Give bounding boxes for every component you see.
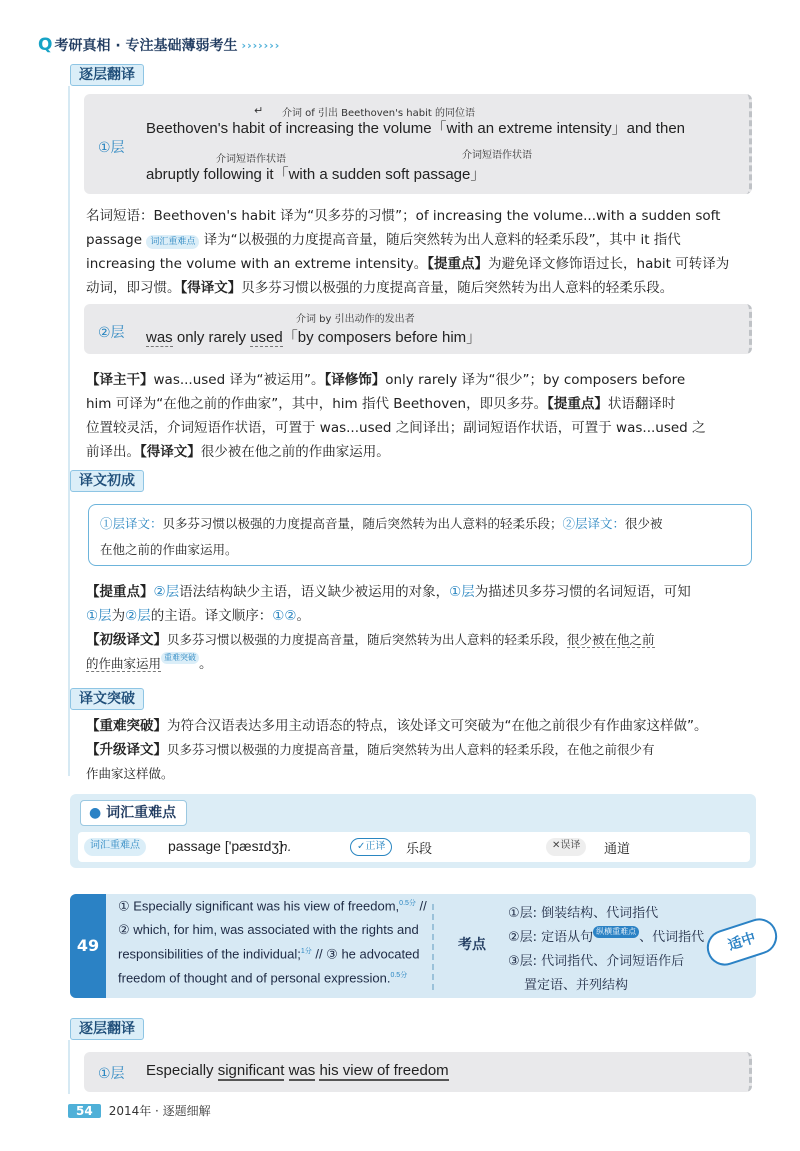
analysis-line: 名词短语：Beethoven's habit 译为“贝多芬的习惯”；of increasing the volume...with a sudden soft xyxy=(86,208,721,224)
layer1-label: ①层 xyxy=(98,140,125,156)
analysis-text: 贝多芬习惯以极强的力度提高音量，随后突然转为出人意料的轻柔乐段， xyxy=(167,632,568,647)
page-header xyxy=(38,34,280,56)
layer2-analysis xyxy=(86,368,758,464)
layer1-sentence-line2: abruptly following it「with a sudden soft passage」 xyxy=(146,166,486,183)
breakthrough-hint-tag: 重难突破 xyxy=(161,652,199,664)
layer-ref: ①层 xyxy=(449,584,475,600)
keyword-label: 【得译文】 xyxy=(180,280,242,296)
analysis-line xyxy=(86,604,758,628)
book-icon: ● xyxy=(89,805,102,821)
sentence-text: freedom of thought and of personal expression. xyxy=(118,970,391,986)
analysis-text: 。 xyxy=(296,608,310,624)
layer2-phrase: 「by composers before him」 xyxy=(282,329,482,346)
analysis-text: 的主语。译文顺序： xyxy=(150,608,273,624)
analysis-line xyxy=(86,580,758,604)
question-number: 49 xyxy=(70,894,106,998)
analysis-text: increasing the volume with an extreme intensity。 xyxy=(86,256,428,272)
left-guide-line xyxy=(68,1040,70,1094)
underlined-phrase: 很少被在他之前 xyxy=(567,632,655,647)
correct-label: ✓正译 xyxy=(350,838,392,856)
divider xyxy=(432,904,434,990)
layer1-sentence-line1: Beethoven's habit of increasing the volume「with an extreme intensity」and then xyxy=(146,120,686,137)
q49-layer1-sentence xyxy=(146,1062,449,1079)
arrow-icon: ↵ xyxy=(254,104,264,117)
key-point-line: 置定语、并列结构 xyxy=(524,978,629,993)
keyword-label: 【初级译文】 xyxy=(86,632,167,648)
left-guide-line xyxy=(68,86,70,776)
sentence-word: was xyxy=(288,1062,316,1079)
sentence-word: Especially xyxy=(146,1062,218,1079)
analysis-line xyxy=(86,652,758,676)
sentence-text: // ③ he advocated xyxy=(311,946,420,962)
correct-translation: 乐段 xyxy=(406,842,433,857)
analysis-line xyxy=(86,252,758,276)
layer2-sentence xyxy=(146,326,481,347)
section-tag-draft: 译文初成 xyxy=(70,470,144,492)
sentence-text: ① Especially significant was his view of freedom, xyxy=(118,898,400,914)
analysis-line: 作曲家这样做。 xyxy=(86,766,174,781)
analysis-text: 状语翻译时 xyxy=(607,396,676,412)
analysis-line xyxy=(86,440,758,464)
sentence-line xyxy=(118,970,407,985)
layer2-note-agent: 介词 by 引出动作的发出者 xyxy=(296,314,415,325)
layer1-analysis xyxy=(86,204,758,300)
keyword-label: 【得译文】 xyxy=(140,444,201,460)
analysis-text: 。 xyxy=(199,656,213,672)
keyword-label: 【升级译文】 xyxy=(86,742,167,758)
section-tag-layer-translation-2: 逐层翻译 xyxy=(70,1018,144,1040)
key-point-tag: 纵横重难点 xyxy=(593,926,639,938)
analysis-text: only rarely 译为“很少”；by composers before xyxy=(385,372,686,388)
keyword-label: 【译主干】 xyxy=(86,372,154,388)
vocab-title-text: 词汇重难点 xyxy=(106,805,177,821)
analysis-line xyxy=(86,228,758,252)
key-points-label: 考点 xyxy=(458,937,486,953)
draft-layer-label: ①层译文： xyxy=(100,516,163,531)
analysis-text: 语法结构缺少主语，语义缺少被运用的对象， xyxy=(179,584,450,600)
sentence-line xyxy=(118,946,420,962)
vocab-panel-title xyxy=(80,800,187,826)
keyword-label: 【提重点】 xyxy=(86,584,154,600)
page-number: 54 xyxy=(68,1104,101,1118)
layer2-word: used xyxy=(250,329,283,346)
key-point-text: 、代词指代 xyxy=(639,930,705,945)
keyword-label: 【重难突破】 xyxy=(86,718,167,734)
layer-ref: ②层 xyxy=(153,584,180,600)
analysis-line xyxy=(86,368,758,392)
score-mark: 1分 xyxy=(300,948,312,955)
key-point-line xyxy=(508,926,704,945)
analysis-text: 为避免译文修饰语过长，habit 可转译为 xyxy=(488,256,730,272)
analysis-text: him 可译为“在他之前的作曲家”，其中，him 指代 Beethoven，即贝多芬。 xyxy=(86,396,548,412)
vocab-pos: n. xyxy=(280,840,292,854)
layer2-word: only rarely xyxy=(172,329,251,346)
keyword-label: 【译修饰】 xyxy=(324,372,386,388)
vocab-tag: 词汇重难点 xyxy=(84,838,146,856)
analysis-line xyxy=(86,714,758,738)
analysis-text: 贝多芬习惯以极强的力度提高音量，随后突然转为出人意料的轻柔乐段，在他之前很少有 xyxy=(167,742,655,757)
vocab-word: passage ['pæsɪdʒ] xyxy=(168,838,283,854)
analysis-text: 很少被在他之前的作曲家运用。 xyxy=(200,444,390,460)
layer1-note-adverbial-left: 介词短语作状语 xyxy=(216,154,286,165)
draft-analysis xyxy=(86,580,758,676)
draft-text: 很少被 xyxy=(625,516,663,531)
difficulty-badge: 适中 xyxy=(702,914,782,970)
draft-line1 xyxy=(100,514,663,532)
analysis-text: 译为“以极强的力度提高音量，随后突然转为出人意料的轻柔乐段”，其中 it 指代 xyxy=(203,232,681,248)
draft-text: 贝多芬习惯以极强的力度提高音量，随后突然转为出人意料的轻柔乐段； xyxy=(162,516,563,531)
analysis-text: 前译出。 xyxy=(86,444,140,460)
key-point-text: ②层: 定语从句 xyxy=(508,930,594,945)
wrong-translation: 通道 xyxy=(604,842,631,857)
analysis-text: was...used 译为“被运用”。 xyxy=(153,372,325,388)
layer-ref: ①层 xyxy=(86,608,112,624)
sentence-word: significant xyxy=(217,1062,285,1079)
layer-ref: ②层 xyxy=(125,608,151,624)
q49-layer1-label: ①层 xyxy=(98,1066,125,1082)
draft-layer-label: ②层译文： xyxy=(562,516,626,531)
layer1-note-adverbial-right: 介词短语作状语 xyxy=(462,150,532,161)
underlined-phrase: 的作曲家运用 xyxy=(86,656,162,671)
page-footer xyxy=(68,1102,211,1119)
keyword-label: 【提重点】 xyxy=(547,396,608,412)
score-mark: 0.5分 xyxy=(390,972,408,979)
key-point-line: ③层: 代词指代、介词短语作后 xyxy=(508,954,685,969)
analysis-text: 贝多芬习惯以极强的力度提高音量，随后突然转为出人意料的轻柔乐段。 xyxy=(241,280,674,296)
section-tag-breakthrough: 译文突破 xyxy=(70,688,144,710)
layer2-label: ②层 xyxy=(98,325,125,341)
analysis-line xyxy=(86,738,758,762)
analysis-text: 动词，即习惯。 xyxy=(86,280,181,296)
sentence-text: // xyxy=(415,898,427,914)
draft-line2: 在他之前的作曲家运用。 xyxy=(100,542,238,557)
section-tag-layer-translation: 逐层翻译 xyxy=(70,64,144,86)
analysis-text: passage xyxy=(86,232,143,248)
analysis-line xyxy=(86,392,758,416)
sentence-phrase: his view of freedom xyxy=(319,1062,449,1079)
layer1-note-appositive: 介词 of 引出 Beethoven's habit 的同位语 xyxy=(282,108,475,119)
analysis-text: 为 xyxy=(111,608,126,624)
breakthrough-analysis xyxy=(86,714,758,786)
key-point-line: ①层: 倒装结构、代词指代 xyxy=(508,906,659,921)
header-title: 考研真相 · 专注基础薄弱考生 xyxy=(54,38,238,54)
wrong-label: ✕误译 xyxy=(546,838,586,856)
analysis-line xyxy=(86,628,758,652)
layer-ref: ①② xyxy=(272,608,297,624)
analysis-line xyxy=(86,276,758,300)
search-q-icon: Q xyxy=(38,35,53,55)
score-mark: 0.5分 xyxy=(399,900,416,907)
sentence-line: ② which, for him, was associated with the rights and xyxy=(118,922,419,937)
analysis-text: 为符合汉语表达多用主动语态的特点，该处译文可突破为“在他之前很少有作曲家这样做”。 xyxy=(167,718,708,734)
space xyxy=(284,1062,288,1079)
vocab-hint-tag: 词汇重难点 xyxy=(146,235,199,249)
analysis-text: 为描述贝多芬习惯的名词短语，可知 xyxy=(474,584,691,600)
analysis-line: 位置较灵活，介词短语作状语，可置于 was...used 之间译出；副词短语作状语，可置于 was...used 之 xyxy=(86,420,706,436)
footer-text: 2014年 · 逐题细解 xyxy=(108,1104,211,1118)
layer2-word: was xyxy=(146,329,173,346)
sentence-line xyxy=(118,898,427,914)
keyword-label: 【提重点】 xyxy=(427,256,489,272)
chevron-arrows-icon: ››››››› xyxy=(241,38,281,52)
sentence-text: responsibilities of the individual; xyxy=(118,946,301,962)
